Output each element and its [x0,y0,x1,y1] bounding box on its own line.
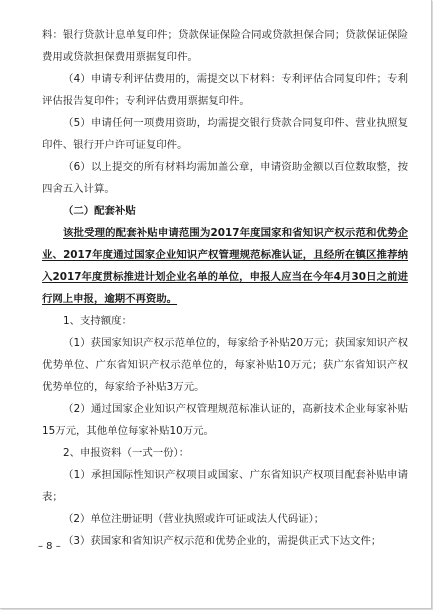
paragraph-7: 1、支持额度： [63,315,132,327]
section-heading: （二）配套补贴 [63,205,136,217]
paragraph-10: 2、申报资料（一式一份）： [63,447,190,459]
paragraph-3: （5）申请任何一项费用资助，均需提交银行贷款合同复印件、营业执照复印件、银行开户许可证复印件。 [42,117,408,151]
paragraph-11: （1）承担国际性知识产权项目或国家、广东省知识产权项目配套补贴申请表； [42,469,408,503]
paragraph-9: （2）通过国家企业知识产权管理规范标准认证的，高新技术企业每家补贴15万元，其他单位每家补贴10万元。 [42,403,408,437]
paragraph-4: （6）以上提交的所有材料均需加盖公章，申请资助金额以百位数取整，按四舍五入计算。 [42,161,408,195]
paragraph-1: 料：银行贷款计息单复印件；贷款保证保险合同或贷款担保合同；贷款保证保险费用或贷款担保费用票据复印件。 [42,29,408,63]
paragraph-8: （1）获国家知识产权示范单位的，每家给予补贴20万元；获国家知识产权优势单位、广东省知识产权示范单位的，每家补贴10万元；获广东省知识产权优势单位的，每家给予补贴3万元。 [42,337,408,393]
paragraph-2: （4）申请专利评估费用的，需提交以下材料：专利评估合同复印件；专利评估报告复印件；专利评估费用票据复印件。 [42,73,408,107]
document-body [42,24,408,552]
paragraph-12: （2）单位注册证明（营业执照或许可证或法人代码证）； [63,513,325,525]
highlighted-paragraph: 该批受理的配套补贴申请范围为2017年度国家和省知识产权示范和优势企业、2017年度通过国家企业知识产权管理规范标准认证，且经所在镇区推荐纳入2017年度贯标推进计划企业名单的单位，申报人应当在今年4月30日之前进行网上申报，逾期不再资助。 [42,227,408,305]
paragraph-13: （3）获国家和省知识产权示范和优势企业的，需提供正式下达文件； [63,535,382,547]
page-number: – 8 – [38,541,61,552]
